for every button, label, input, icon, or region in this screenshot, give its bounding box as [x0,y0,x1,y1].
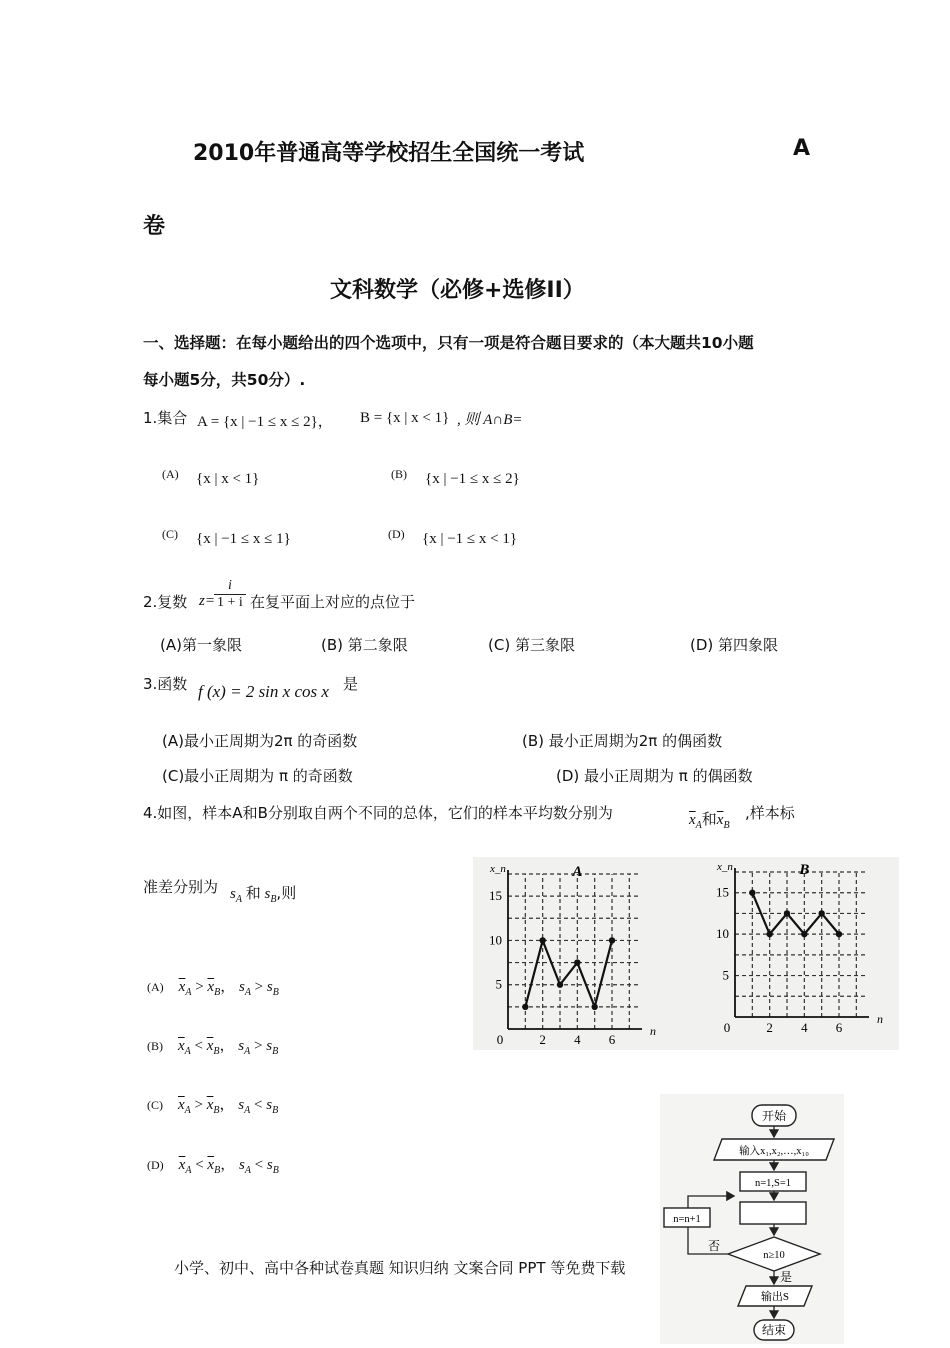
q4-option-b: (B) $\overline{x}_A < \overline{x}_B$， $s_A > s_B$ [147,1038,279,1057]
q4-option-d-rel1: < [195,1157,204,1173]
section-instructions-1: 一、选择题：在每小题给出的四个选项中，只有一项是符合题目要求的（本大题共10小题 [143,334,754,352]
chart-b-x-tick-label: 0 [723,1020,731,1035]
flowchart-end-label: 结束 [761,1323,787,1337]
exam-subtitle: 文科数学（必修+选修II） [330,278,585,303]
q2-stem: 2.复数 [143,593,188,611]
q2-denominator: 1 + i [217,595,243,611]
q4-option-a-rel2: > [254,979,264,995]
q1-option-d-label: (D) [388,527,405,541]
q1-tail: , 则 A∩B= [457,412,523,428]
chart-a-point [609,937,615,943]
chart-a-point [574,959,580,965]
chart-a-y-tick-label: 15 [489,888,502,904]
q4-sd-b: s [264,886,271,902]
q4-option-c-rel1: > [194,1097,203,1113]
flowchart-start-label: 开始 [761,1109,787,1123]
q2-z: z= [199,593,215,609]
q2-numerator: i [214,578,246,595]
chart-a-y-axis-label: x_n [490,863,506,875]
chart-b-point [836,931,842,937]
section-instructions-2: 每小题5分，共50分）. [143,371,306,389]
q1-stem: 1.集合 [143,409,188,427]
chart-b-y-tick-label: 15 [716,884,729,900]
q4-option-b-rel1: < [194,1038,203,1054]
chart-a-series-line [525,940,612,1006]
flowchart-condition-label: n≥10 [763,1250,785,1261]
chart-a-y-tick-label: 10 [489,932,502,948]
chart-b-point [766,931,772,937]
q2-option-c: (C) 第三象限 [488,636,575,654]
chart-b-y-tick-label: 10 [716,926,729,942]
q1-option-a-label: (A) [162,467,179,481]
q4-line1: 4.如图，样本A和B分别取自两个不同的总体，它们的样本平均数分别为 [143,804,613,822]
q3-option-d: (D) 最小正周期为 π 的偶函数 [556,767,753,785]
q4-option-a-label: (A) [147,980,164,994]
chart-a-x-tick-label: 6 [608,1032,616,1047]
footer-text: 小学、初中、高中各种试卷真题 知识归纳 文案合同 PPT 等免费下载 [174,1259,626,1277]
q4-mean-b: $\overline{x}$ [716,812,724,828]
q3-option-b: (B) 最小正周期为2π 的偶函数 [522,732,723,750]
q4-option-d: (D) $\overline{x}_A < \overline{x}_B$， $s_A < s_B$ [147,1157,279,1176]
flowchart-output-label: 输出S [760,1291,790,1303]
chart-b-x-axis-label: n [877,1012,883,1026]
flowchart-yes-label: 是 [780,1270,793,1284]
q4-tail2: ,则 [276,884,297,902]
exam-title: 2010年普通高等学校招生全国统一考试 [193,141,585,166]
flowchart-input-label: 输入x₁,x₂,…,x₁₀ [739,1146,809,1157]
chart-a-point [539,937,545,943]
chart-b-point [801,931,807,937]
q4-line2: 准差分别为 [143,878,219,896]
chart-b-x-tick-label: 4 [801,1020,808,1035]
q4-and: 和 [701,810,717,828]
q4-option-c-rel2: < [254,1097,263,1113]
q4-option-c-label: (C) [147,1098,163,1112]
chart-a-x-axis-label: n [650,1024,656,1038]
exam-title-tail: 卷 [143,214,166,239]
exam-title-letter: A [793,136,811,161]
chart-b-title: B [799,862,810,878]
q2-fraction [214,578,246,611]
chart-b-y-axis-label: x_n [717,861,733,873]
chart-a-x-tick-label: 2 [539,1032,546,1047]
chart-a-y-tick-label: 5 [495,976,502,992]
chart-b-point [818,910,824,916]
q4-option-b-label: (B) [147,1039,163,1053]
q2-option-a: (A)第一象限 [160,636,242,654]
q4-sd-a: s [230,886,236,902]
charts-panel [473,857,899,1050]
q3-option-c: (C)最小正周期为 π 的奇函数 [162,767,353,785]
q3-stem: 3.函数 [143,675,188,693]
chart-b-x-tick-label: 6 [835,1020,843,1035]
flowchart-no-label: 否 [708,1239,721,1253]
q4-option-d-rel2: < [254,1157,264,1173]
q3-option-a: (A)最小正周期为2π 的奇函数 [162,732,358,750]
chart-a-point [557,982,563,988]
q4-option-d-label: (D) [147,1158,164,1172]
chart-a-x-tick-label: 4 [574,1032,581,1047]
q4-sd: $s_A$ 和 $s_B$,则 [230,884,297,905]
chart-a-title: A [572,864,583,880]
q4-tail: ,样本标 [745,804,795,822]
q4-option-a: (A) $\overline{x}_A > \overline{x}_B$， $s_A > s_B$ [147,979,279,998]
q4-option-c: (C) $\overline{x}_A > \overline{x}_B$， $s_A < s_B$ [147,1097,279,1116]
q4-and2: 和 [245,884,261,902]
q1-option-b: {x | −1 ≤ x ≤ 2} [425,471,520,487]
q2-tail: 在复平面上对应的点位于 [250,593,416,611]
q4-option-a-rel1: > [195,979,204,995]
q1-option-d: {x | −1 ≤ x < 1} [422,531,518,547]
flowchart [660,1094,844,1344]
q4-means: $\overline{x}_A$和$\overline{x}_B$ [689,810,730,831]
sample-charts [473,857,899,1050]
q4-option-b-rel2: > [254,1038,263,1054]
chart-a-point [522,1004,528,1010]
chart-b-y-tick-label: 5 [722,967,729,983]
q3-tail: 是 [343,675,359,693]
chart-b-x-tick-label: 2 [766,1020,773,1035]
q2-option-b: (B) 第二象限 [321,636,408,654]
q4-mean-a: $\overline{x}$ [689,812,696,828]
flowchart-panel [660,1094,844,1344]
chart-b-point [749,890,755,896]
q1-option-c: {x | −1 ≤ x ≤ 1} [196,531,291,547]
q1-option-a: {x | x < 1} [196,471,260,487]
chart-b-point [784,910,790,916]
q1-option-b-label: (B) [391,467,407,481]
q1-set-b: B = {x | x < 1} [360,410,450,426]
flowchart-init-label: n=1,S=1 [754,1178,792,1189]
q1-option-c-label: (C) [162,527,178,541]
flowchart-increment-label: n=n+1 [673,1214,701,1225]
chart-a-x-tick-label: 0 [496,1032,504,1047]
q1-set-a: A = {x | −1 ≤ x ≤ 2}， [197,414,333,430]
q3-function: f (x) = 2 sin x cos x [198,682,329,701]
q2-option-d: (D) 第四象限 [690,636,779,654]
chart-a-point [591,1004,597,1010]
flowchart-process [740,1202,806,1224]
